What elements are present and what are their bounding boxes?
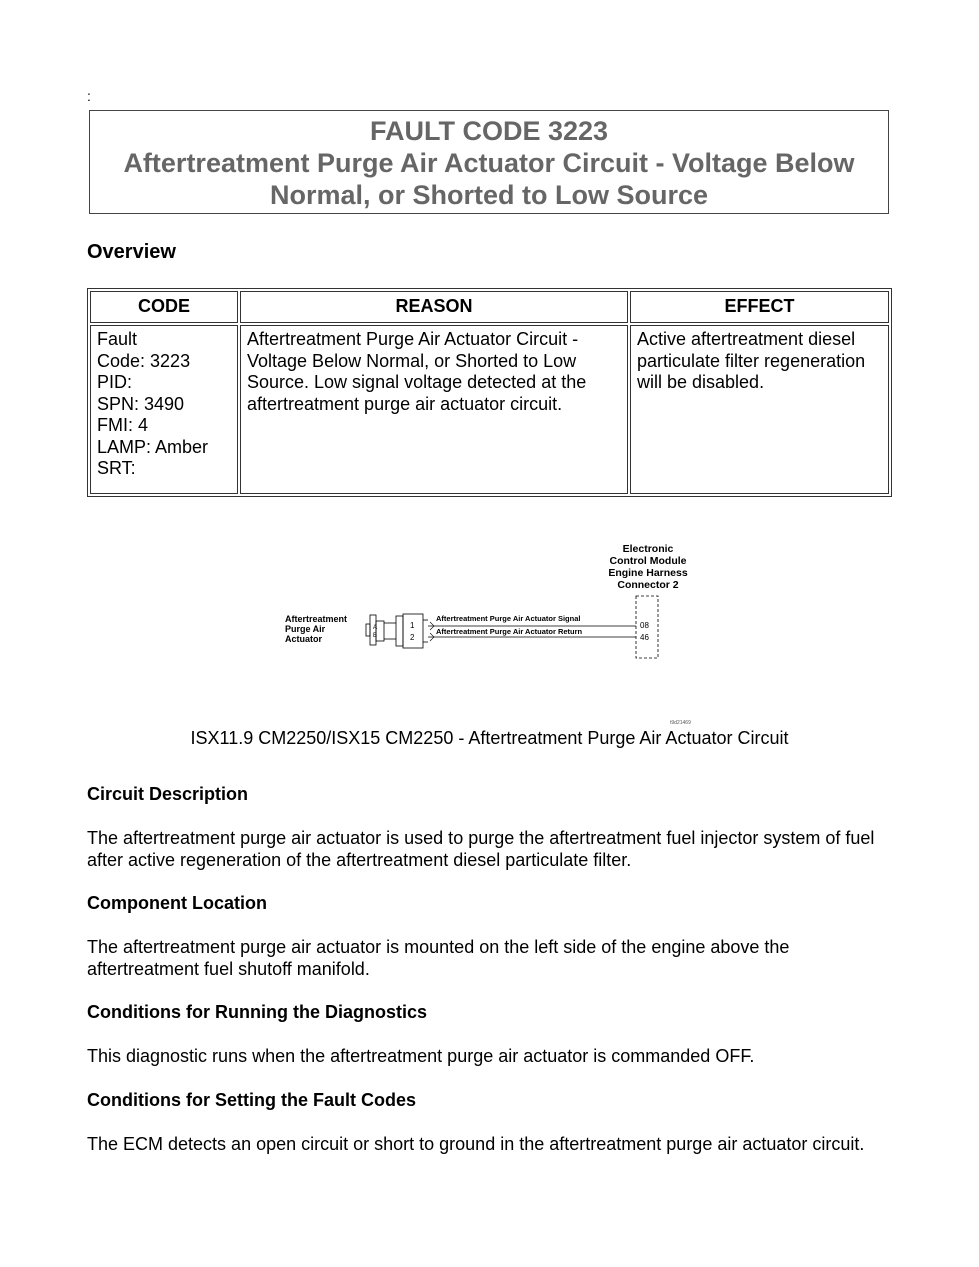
actuator-pin-mark-b: B bbox=[373, 633, 378, 639]
return-wire-label: Aftertreatment Purge Air Actuator Return bbox=[436, 627, 583, 636]
overview-heading: Overview bbox=[87, 241, 176, 263]
circuit-diagram bbox=[280, 538, 720, 728]
ecm-label-4: Connector 2 bbox=[617, 579, 679, 591]
setting-fault-codes-text: The ECM detects an open circuit or short to ground in the aftertreatment purge air actuator circuit. bbox=[87, 1134, 865, 1154]
pin-2-label: 2 bbox=[410, 633, 415, 642]
actuator-label-3: Actuator bbox=[285, 634, 323, 644]
code-cell bbox=[90, 325, 238, 494]
actuator-label-1: Aftertreatment bbox=[285, 614, 348, 624]
diagram-ref-id: t9d21469 bbox=[670, 720, 691, 726]
title-line-3: Normal, or Shorted to Low Source bbox=[269, 180, 709, 210]
ecm-pin-46: 46 bbox=[640, 633, 649, 642]
header-effect: EFFECT bbox=[630, 291, 889, 323]
code-line-fault: Fault bbox=[97, 329, 138, 349]
circuit-description-heading: Circuit Description bbox=[87, 784, 249, 804]
title-line-2: Aftertreatment Purge Air Actuator Circuit - Voltage Below bbox=[123, 148, 855, 178]
ecm-label-2: Control Module bbox=[609, 555, 687, 567]
title-line-1: FAULT CODE 3223 bbox=[369, 116, 609, 146]
pin-1-label: 1 bbox=[410, 621, 415, 630]
diagram-caption: ISX11.9 CM2250/ISX15 CM2250 - Aftertreatment Purge Air Actuator Circuit bbox=[190, 728, 789, 748]
reason-cell: Aftertreatment Purge Air Actuator Circuit - Voltage Below Normal, or Shorted to Low Source. Low signal voltage detected at the aftertreatment purge air actuator circuit. bbox=[240, 325, 628, 494]
header-code: CODE bbox=[90, 291, 238, 323]
signal-wire-label: Aftertreatment Purge Air Actuator Signal bbox=[436, 614, 581, 623]
actuator-symbol bbox=[366, 615, 396, 645]
ecm-label-1: Electronic bbox=[622, 543, 674, 555]
code-line-pid: PID: bbox=[97, 372, 133, 392]
fault-code-title-box bbox=[89, 110, 889, 214]
fault-code-table bbox=[87, 288, 892, 497]
running-diagnostics-text: This diagnostic runs when the aftertreatment purge air actuator is commanded OFF. bbox=[87, 1046, 755, 1066]
component-location-heading: Component Location bbox=[87, 893, 267, 913]
ecm-pin-08: 08 bbox=[640, 621, 649, 630]
ecm-label-3: Engine Harness bbox=[608, 567, 688, 579]
table-row bbox=[90, 325, 889, 494]
actuator-label-2: Purge Air bbox=[285, 624, 326, 634]
effect-cell: Active aftertreatment diesel particulate filter regeneration will be disabled. bbox=[630, 325, 889, 494]
circuit-description-text: The aftertreatment purge air actuator is used to purge the aftertreatment fuel injector system of fuel after active regeneration of the aftertreatment diesel particulate filter. bbox=[87, 828, 875, 870]
code-line-spn: SPN: 3490 bbox=[97, 393, 185, 414]
header-reason: REASON bbox=[240, 291, 628, 323]
running-diagnostics-heading: Conditions for Running the Diagnostics bbox=[87, 1002, 427, 1022]
table-header-row bbox=[90, 291, 889, 323]
header-colon: : bbox=[87, 88, 91, 104]
code-line-fmi: FMI: 4 bbox=[97, 415, 149, 435]
actuator-connector bbox=[396, 614, 428, 648]
code-line-lamp: LAMP: Amber bbox=[97, 436, 209, 457]
code-line-srt: SRT: bbox=[97, 458, 136, 478]
actuator-pin-mark-a: A bbox=[373, 625, 378, 631]
setting-fault-codes-heading: Conditions for Setting the Fault Codes bbox=[87, 1090, 416, 1110]
component-location-text: The aftertreatment purge air actuator is mounted on the left side of the engine above the aftertreatment fuel shutoff manifold. bbox=[87, 937, 790, 979]
code-line-code: Code: 3223 bbox=[97, 350, 191, 371]
